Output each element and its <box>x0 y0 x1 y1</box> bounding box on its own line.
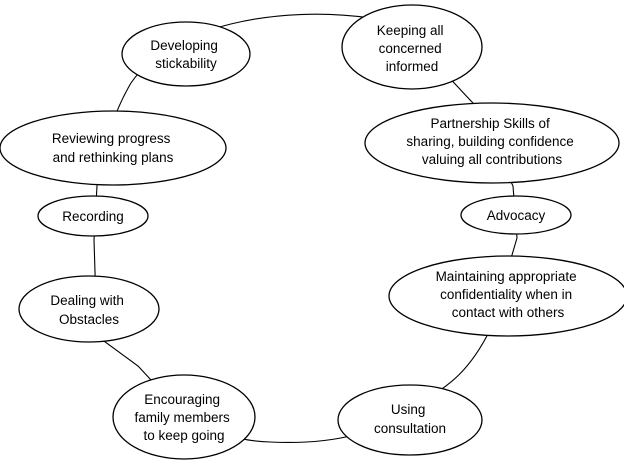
node-keeping-all-concerned-informed <box>342 5 482 89</box>
node-label-line: confidentiality when in <box>440 287 573 302</box>
node-label-line: to keep going <box>143 428 225 443</box>
node-label-line: Dealing with <box>50 293 124 308</box>
node-using-consultation-ellipse <box>338 385 482 455</box>
node-keeping-all-concerned-informed-label <box>377 23 448 74</box>
node-developing-stickability-ellipse <box>122 22 250 86</box>
node-dealing-with-obstacles-ellipse <box>19 276 159 342</box>
node-label-line: informed <box>385 59 439 74</box>
node-label-line: Encouraging <box>144 392 221 407</box>
node-reviewing-progress <box>0 111 226 185</box>
node-developing-stickability <box>122 22 250 86</box>
node-maintaining-confidentiality-label <box>436 269 581 320</box>
node-label-line: Keeping all <box>376 23 444 38</box>
node-label-line: Developing <box>150 38 218 53</box>
node-label-line: Reviewing progress <box>51 131 171 146</box>
node-encouraging-family-members <box>113 375 255 459</box>
node-label-line: Obstacles <box>58 312 120 327</box>
node-label-line: Using <box>390 402 426 417</box>
node-label-line: consultation <box>373 421 447 436</box>
node-label-line: Advocacy <box>486 208 546 223</box>
node-using-consultation <box>338 385 482 455</box>
node-label-line: Recording <box>62 209 124 224</box>
node-advocacy-label <box>487 208 546 223</box>
node-label-line: and rethinking plans <box>52 150 174 165</box>
node-recording <box>38 196 148 236</box>
node-partnership-skills <box>365 103 619 183</box>
node-encouraging-family-members-label <box>134 392 233 443</box>
node-advocacy <box>461 196 571 234</box>
node-label-line: family members <box>134 410 230 425</box>
node-label-line: sharing, building confidence <box>406 134 574 149</box>
node-label-line: valuing all contributions <box>421 152 563 167</box>
node-partnership-skills-label <box>406 116 577 167</box>
node-label-line: Partnership Skills of <box>430 116 550 131</box>
node-label-line: contact with others <box>451 305 565 320</box>
node-label-line: concerned <box>378 41 442 56</box>
node-label-line: Maintaining appropriate <box>435 269 577 284</box>
node-recording-label <box>62 209 124 224</box>
node-label-line: stickability <box>155 56 217 71</box>
node-dealing-with-obstacles <box>19 276 159 342</box>
node-reviewing-progress-ellipse <box>0 111 226 185</box>
node-maintaining-confidentiality <box>389 256 624 336</box>
